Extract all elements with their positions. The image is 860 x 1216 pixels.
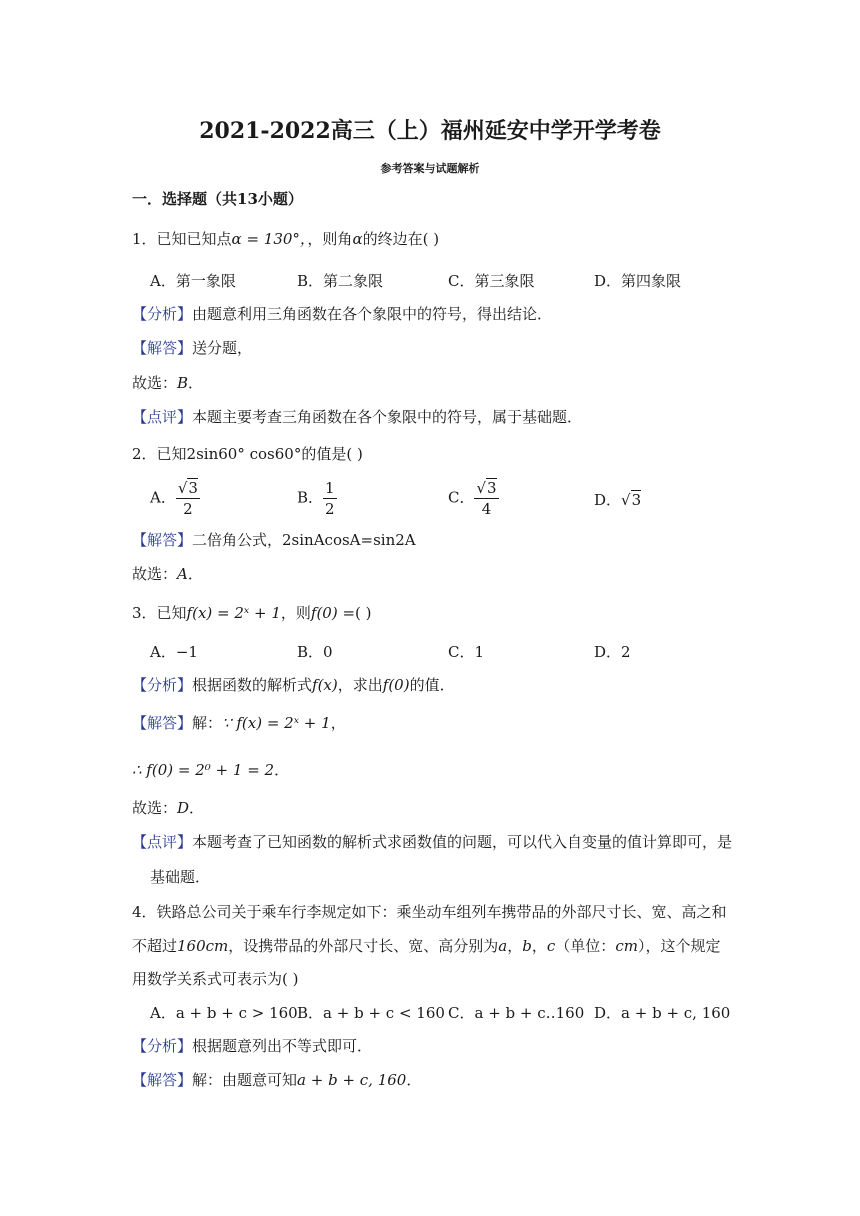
q3-answer-post: ， bbox=[330, 714, 346, 732]
q1-comment bbox=[132, 407, 582, 427]
q2-option-c-label: C． bbox=[448, 488, 475, 507]
q1-comment-text: 本题主要考查三角函数在各个象限中的符号，属于基础题． bbox=[192, 408, 583, 426]
q2-option-c-den: 4 bbox=[481, 500, 492, 518]
q1-answer-text: 送分题， bbox=[192, 339, 253, 357]
q3-choice-pre: 故选： bbox=[132, 799, 178, 817]
q1-stem-math2: α bbox=[352, 230, 363, 248]
q3-analysis-math: f(x) bbox=[312, 676, 338, 694]
q3-analysis-post: 的值． bbox=[409, 676, 455, 694]
q4-answer-math: a + b + c, 160 bbox=[297, 1071, 407, 1089]
q4-unit-pre: （单位： bbox=[555, 937, 616, 955]
q4-stem-l2-mid: ，设携带品的外部尺寸长、宽、高分别为 bbox=[228, 937, 499, 955]
q4-analysis bbox=[132, 1036, 372, 1056]
q3-step-post: ． bbox=[274, 761, 290, 779]
q2-option-a-label: A． bbox=[150, 488, 176, 507]
q1-choice bbox=[132, 373, 203, 393]
q1-choice-letter: B bbox=[177, 374, 189, 392]
q3-analysis-mid: ，求出 bbox=[337, 676, 383, 694]
q3-analysis-pre: 根据函数的解析式 bbox=[192, 676, 313, 694]
q4-stem-line3: 用数学关系式可表示为( ) bbox=[132, 970, 299, 988]
q3-analysis-math2: f(0) bbox=[382, 676, 410, 694]
q1-choice-post: ． bbox=[188, 374, 204, 392]
q2-stem-text: 2．已知 bbox=[132, 445, 187, 463]
q2-option-d-label: D． bbox=[594, 491, 622, 509]
q3-option-c: C．1 bbox=[448, 643, 485, 661]
q3-step bbox=[132, 760, 289, 780]
q1-choice-pre: 故选： bbox=[132, 374, 178, 392]
page-subtitle: 参考答案与试题解析 bbox=[380, 162, 480, 175]
q4-sep2: ， bbox=[531, 937, 547, 955]
q3-stem-math2: f(0) = bbox=[310, 604, 356, 622]
q2-option-b bbox=[297, 478, 337, 519]
q4-unit: cm bbox=[615, 937, 638, 955]
q4-option-b: B．a + b + c < 160 bbox=[297, 1004, 445, 1022]
q4-option-a: A．a + b + c > 160 bbox=[150, 1004, 298, 1022]
q1-answer bbox=[132, 338, 252, 358]
q2-stem bbox=[132, 444, 363, 464]
q2-stem-post: 的值是( ) bbox=[301, 445, 363, 463]
q4-stem-l2-math: 160cm bbox=[177, 937, 229, 955]
q3-comment-cont: 基础题． bbox=[150, 868, 211, 886]
q2-option-d: D．√3 bbox=[594, 491, 642, 509]
q3-step-math: ∴ f(0) = 2⁰ + 1 = 2 bbox=[132, 761, 275, 779]
q3-stem-math: f(x) = 2ˣ + 1 bbox=[186, 604, 281, 622]
q2-answer bbox=[132, 530, 416, 550]
q1-stem bbox=[132, 229, 439, 249]
q4-var-a: a bbox=[498, 937, 508, 955]
q4-var-b: b bbox=[522, 937, 532, 955]
q3-stem-mid: ，则 bbox=[280, 604, 311, 622]
q2-stem-math: 2sin60° cos60° bbox=[186, 445, 302, 463]
q2-option-c-fraction: $\frac{√3}{4}$ bbox=[476, 479, 497, 518]
q1-option-b: B．第二象限 bbox=[297, 272, 384, 290]
q3-stem bbox=[132, 603, 372, 623]
q2-option-b-den: 2 bbox=[325, 500, 335, 518]
q1-option-d: D．第四象限 bbox=[594, 272, 682, 290]
q4-sep1: ， bbox=[507, 937, 523, 955]
q2-option-b-label: B． bbox=[297, 488, 324, 507]
page-title: 2021-2022高三（上）福州延安中学开学考卷 bbox=[199, 118, 661, 144]
q2-option-b-fraction bbox=[323, 478, 337, 519]
q2-choice bbox=[132, 564, 203, 584]
q1-analysis bbox=[132, 304, 552, 324]
q3-option-d: D．2 bbox=[594, 643, 631, 661]
q3-stem-text: 3．已知 bbox=[132, 604, 187, 622]
q3-choice-post: ． bbox=[189, 799, 205, 817]
q3-choice bbox=[132, 798, 204, 818]
q4-option-d: D．a + b + c, 160 bbox=[594, 1004, 731, 1022]
q4-analysis-tag: 【分析】 bbox=[132, 1037, 193, 1055]
q2-option-d-value: 3 bbox=[631, 491, 642, 509]
q1-option-a: A．第一象限 bbox=[150, 272, 236, 290]
q2-choice-post: ． bbox=[187, 565, 203, 583]
q3-stem-post: ( ) bbox=[355, 604, 372, 622]
q4-answer-tag: 【解答】 bbox=[132, 1071, 193, 1089]
q3-answer bbox=[132, 713, 346, 733]
q1-stem-math: α = 130°， bbox=[231, 230, 308, 248]
q3-option-a: A．−1 bbox=[150, 643, 198, 661]
q4-stem-line2 bbox=[132, 936, 720, 956]
q2-option-a-num: 3 bbox=[188, 479, 198, 497]
q2-option-c bbox=[448, 478, 499, 519]
q3-analysis bbox=[132, 675, 455, 695]
q4-var-c: c bbox=[546, 937, 556, 955]
q4-analysis-text: 根据题意列出不等式即可． bbox=[192, 1037, 373, 1055]
q3-analysis-tag: 【分析】 bbox=[132, 676, 193, 694]
q2-option-b-num: 1 bbox=[325, 479, 335, 497]
q1-stem-mid: ，则角 bbox=[307, 230, 353, 248]
q2-answer-text: 二倍角公式，2sinAcosA=sin2A bbox=[192, 531, 416, 549]
q4-answer-post: ． bbox=[406, 1071, 422, 1089]
q4-stem-l2-post: ），这个规定 bbox=[637, 937, 721, 955]
q3-comment-tag: 【点评】 bbox=[132, 833, 193, 851]
q1-option-c: C．第三象限 bbox=[448, 272, 535, 290]
section-heading: 一．选择题（共13小题） bbox=[132, 190, 303, 208]
q3-answer-pre: 解： bbox=[192, 714, 223, 732]
q3-option-b: B．0 bbox=[297, 643, 333, 661]
q4-answer bbox=[132, 1070, 421, 1090]
q2-choice-letter: A bbox=[177, 565, 188, 583]
q4-answer-pre: 解：由题意可知 bbox=[192, 1071, 298, 1089]
q2-choice-pre: 故选： bbox=[132, 565, 178, 583]
q3-answer-tag: 【解答】 bbox=[132, 714, 193, 732]
q3-answer-math: ∵ f(x) = 2ˣ + 1 bbox=[222, 714, 331, 732]
q2-option-c-num: 3 bbox=[487, 479, 497, 497]
q1-analysis-text: 由题意利用三角函数在各个象限中的符号，得出结论． bbox=[192, 305, 553, 323]
q2-option-a bbox=[150, 478, 200, 519]
q4-stem-line1: 4．铁路总公司关于乘车行李规定如下：乘坐动车组列车携带品的外部尺寸长、宽、高之和 bbox=[132, 903, 727, 921]
q1-comment-tag: 【点评】 bbox=[132, 408, 193, 426]
q3-comment bbox=[132, 832, 732, 852]
q1-analysis-tag: 【分析】 bbox=[132, 305, 193, 323]
q2-option-a-fraction: $\frac{√3}{2}$ bbox=[177, 479, 198, 518]
q3-choice-letter: D bbox=[177, 799, 190, 817]
q2-answer-tag: 【解答】 bbox=[132, 531, 193, 549]
q2-option-a-den: 2 bbox=[183, 500, 193, 518]
q4-option-c: C．a + b + c‥160 bbox=[448, 1004, 585, 1022]
q3-comment-line1: 本题考查了已知函数的解析式求函数值的问题，可以代入自变量的值计算即可，是 bbox=[192, 833, 733, 851]
q1-answer-tag: 【解答】 bbox=[132, 339, 193, 357]
q4-stem-l2-pre: 不超过 bbox=[132, 937, 178, 955]
q1-stem-post: 的终边在( ) bbox=[362, 230, 440, 248]
q1-stem-text: 1．已知已知点 bbox=[132, 230, 232, 248]
